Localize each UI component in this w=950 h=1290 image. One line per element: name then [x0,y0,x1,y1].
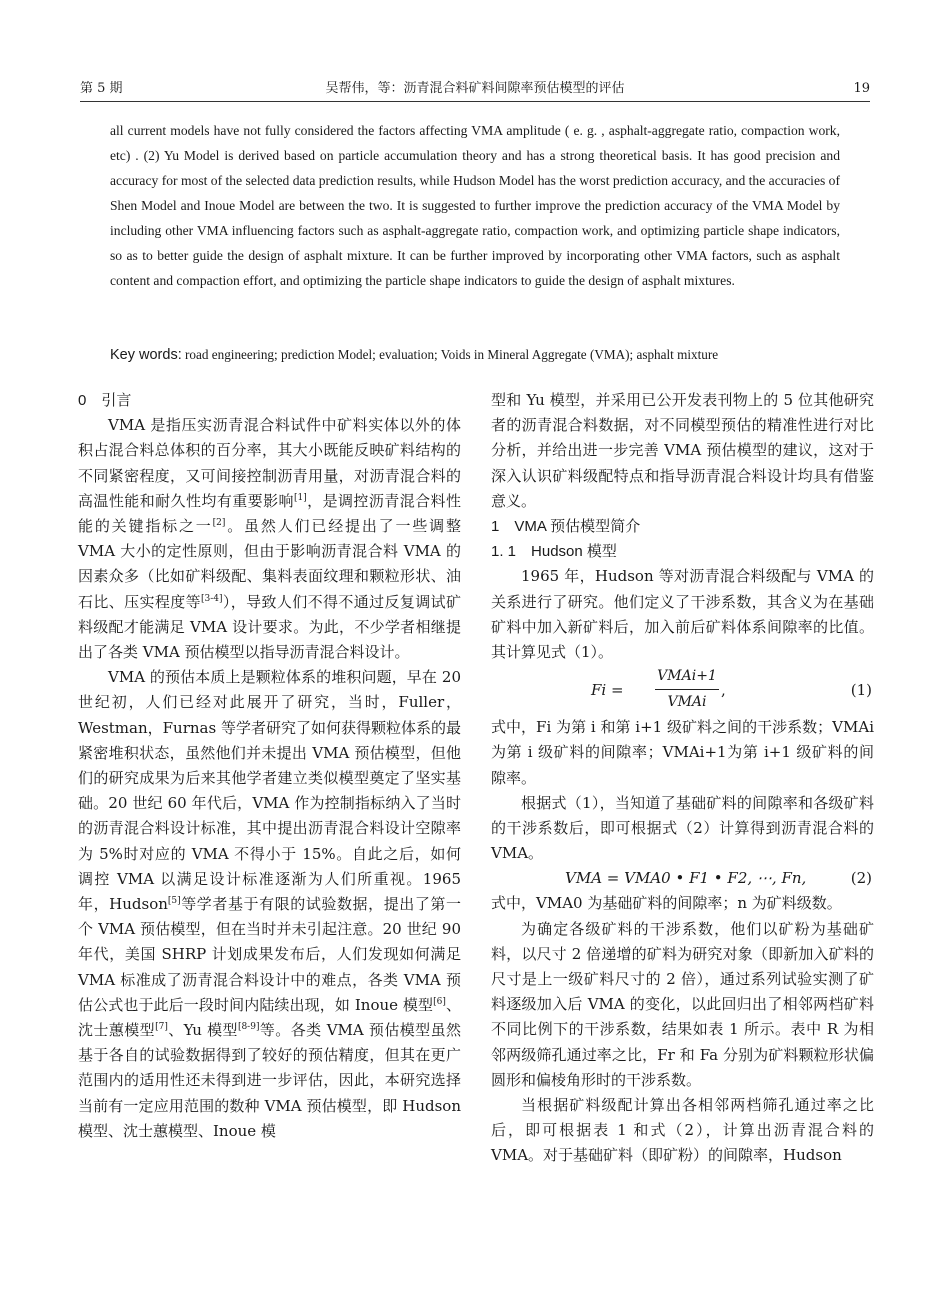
header-rule [80,101,870,102]
abstract-text: all current models have not fully considered the factors affecting VMA amplitude ( e. g. , asphalt-aggregate ratio, compaction work, etc) . (2) Yu Model is derived based on particle accumulation theory and has a strong theoretical basis. It has good precision and accuracy for most of the selected data prediction results, while Hudson Model has the worst prediction accuracy, and the accuracies of Shen Model and Inoue Model are between the two. It is suggested to further improve the prediction accuracy of the VMA Model by including other VMA influencing factors such as asphalt-aggregate ratio, compaction work, and optimizing particle shape indicators, so as to better guide the design of asphalt mixture. It can be further improved by incorporating other VMA factors, such as asphalt content and compaction effort, and optimizing the particle shape indicators to guide the design of asphalt mixtures. [110,123,840,288]
keywords-line [110,343,850,367]
section-heading-introduction: 0 引言 [78,392,132,409]
text-run: VMA 是指压实沥青混合料试件中矿料实体以外的体积占混合料总体积的百分率，其大小既能反映矿料结构的不同紧密程度，又可间接控制沥青用量，对沥青混合料的高温性能和耐久性均有重要影响 [78,416,461,510]
equation-1 [491,665,874,715]
citation[interactable]: [5] [167,896,181,907]
text-run: ），导致人们不得不通过反复调试矿料级配才能满足 VMA 设计要求。为此，不少学者相继提出了各类 VMA 预估模型以指导沥青混合料设计。 [78,592,461,662]
subsection-heading-hudson: 1. 1 Hudson 模型 [491,543,617,561]
issue-number: 第 5 期 [80,81,123,96]
equation-2-number: (2) [850,869,872,888]
paragraph-hudson-4: 当根据矿料级配计算出各相邻两档筛孔通过率之比后，即可根据表 1 和式（2），计算出沥青混合料的 VMA。对于基础矿料（即矿粉）的间隙率，Hudson [491,1096,874,1165]
text-run: 等。各类 VMA 预估模型虽然基于各自的试验数据得到了较好的预估精度，但其在更广范围内的适用性还未得到进一步评估，因此，本研究选择当前有一定应用范围的数种 VMA 预估模型，即 Hudson 模型、沈士蕙模型、Inoue 模 [78,1021,461,1140]
text-run: ，是调控沥青混合料性能的关键指标之一 [78,491,461,536]
paragraph-hudson-1: 1965 年，Hudson 等对沥青混合料级配与 VMA 的关系进行了研究。他们定义了干涉系数，其含义为在基础矿料中加入新矿料后，加入前后矿料体系间隙率的比值。其计算见式（1）。 [491,567,874,662]
text-run: 等学者基于有限的试验数据，提出了第一个 VMA 预估模型，但在当时并未引起注意。20 世纪 90 年代，美国 SHRP 计划成果发布后，人们发现如何满足 VMA 标准成了沥青混合料设计中的难点，各类 VMA 预估公式也于此后一段时间内陆续出现，如 Inoue 模型 [78,895,461,1014]
page-number: 19 [853,81,870,96]
equation-1-denominator: VMAi [667,694,707,711]
paragraph-intro-3: 型和 Yu 模型，并采用已公开发表刊物上的 5 位其他研究者的沥青混合料数据，对不同模型预估的精准性进行对比分析，并给出进一步完善 VMA 预估模型的建议，这对于深入认识矿料级配特点和指导沥青混合料设计均具有借鉴意义。 [491,391,874,510]
paragraph-hudson-3: 为确定各级矿料的干涉系数，他们以矿粉为基础矿料，以尺寸 2 倍递增的矿料为研究对象（即新加入矿料的尺寸是上一级矿料尺寸的 2 倍），通过系列试验实测了矿料逐级加入后 VMA 的变化，以此回归出了相邻两档矿料不同比例下的干涉系数，结果如表 1 所示。表中 R 为相邻两级筛孔通过率之比，Fr 和 Fa 分别为矿料颗粒形状偏圆形和偏棱角形时的干涉系数。 [491,919,874,1089]
keywords-text: road engineering; prediction Model; evaluation; Voids in Mineral Aggregate (VMA); asphalt mixture [185,347,719,362]
keywords-label: Key words: [110,347,182,363]
text-run: 、Yu 模型 [167,1021,238,1040]
section-heading-models: 1 VMA 预估模型简介 [491,518,641,536]
citation[interactable]: [2] [212,518,226,529]
citation[interactable]: [1] [293,492,307,503]
equation-1-numerator: VMAi+1 [657,668,717,685]
equation-1-body [591,665,771,715]
paragraph-intro-1 [78,413,461,665]
equation-2-expression: VMA = VMA0 • F1 • F2, ⋯, Fn, [565,869,807,888]
paragraph-equation-1-definitions: 式中，Fi 为第 i 和第 i+1 级矿料之间的干涉系数；VMAi 为第 i 级矿料的间隙率；VMAi+1为第 i+1 级矿料的间隙率。 [491,718,874,787]
citation[interactable]: [8-9] [237,1022,260,1033]
running-title: 吴帮伟，等：沥青混合料矿料间隙率预估模型的评估 [325,81,625,96]
equation-2 [491,866,874,891]
fraction-bar [655,689,719,690]
text-run: 、沈士蕙模型 [78,995,461,1040]
citation[interactable]: [3-4] [201,593,223,604]
english-abstract [110,118,840,293]
text-run: 。虽然人们已经提出了一些调整 VMA 大小的定性原则，但由于影响沥青混合料 VMA 的因素众多（比如矿料级配、集料表面纹理和颗粒形状、油石比、压实程度等 [78,517,461,611]
equation-1-number: (1) [850,681,872,700]
equation-1-lhs: Fi = [591,681,624,700]
left-column [78,388,461,1144]
text-run: VMA 的预估本质上是颗粒体系的堆积问题，早在 20 世纪初，人们已经对此展开了研究，当时，Fuller，Westman，Furnas 等学者研究了如何获得颗粒体系的最紧密堆积状态，虽然他们并未提出 VMA 预估模型，但他们的研究成果为后来其他学者建立类似模型奠定了坚实基础。20 世纪 60 年代后，VMA 作为控制指标纳入了当时的沥青混合料设计标准，其中提出沥青混合料设计空隙率为 5%时对应的 VMA 不得小于 15%。自此之后，如何调控 VMA 以满足设计标准逐渐为人们所重视。1965 年，Hudson [78,668,461,914]
right-column [491,388,874,1169]
running-header [80,78,870,100]
equation-1-comma: , [721,681,726,700]
citation[interactable]: [7] [155,1022,168,1033]
citation[interactable]: [6] [433,996,446,1007]
paragraph-intro-2 [78,665,461,1144]
paragraph-equation-2-definitions: 式中，VMA0 为基础矿料的间隙率；n 为矿料级数。 [491,894,842,913]
paragraph-hudson-2: 根据式（1），当知道了基础矿料的间隙率和各级矿料的干涉系数后，即可根据式（2）计算得到沥青混合料的 VMA。 [491,793,874,863]
